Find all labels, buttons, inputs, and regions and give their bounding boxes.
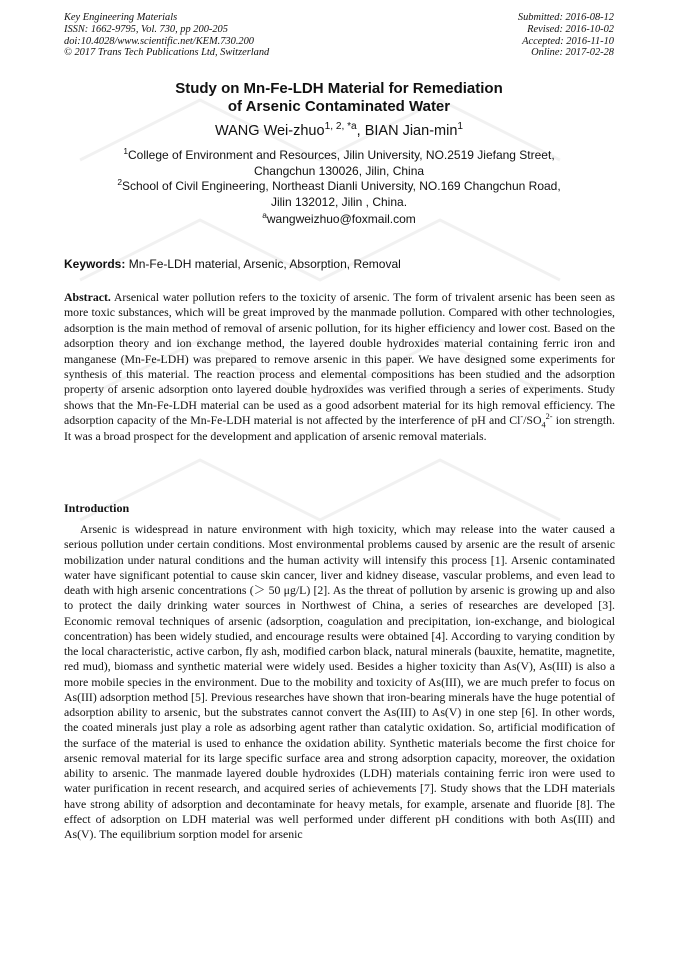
contact-email bbox=[0, 212, 678, 226]
keywords bbox=[64, 257, 624, 271]
submission-dates bbox=[518, 12, 614, 59]
affiliation-mark: 2 bbox=[117, 177, 122, 188]
abstract bbox=[64, 290, 615, 444]
affiliation-1-cont: Changchun 130026, Jilin, China bbox=[253, 163, 425, 178]
journal-name: Key Engineering Materials bbox=[64, 12, 178, 23]
abstract-text: Arsenical water pollution refers to the toxicity of arsenic. The form of trivalent arsenic has been seen as more toxic substances, which will be great improved by the manmade pollution. Compared with other technologies, adsorption is the main method of removal of arsenic pollution, for its higher efficiency and lower cost. Based on the adsorption theory and ion exchange method, the layered double hydroxides material containing ferric iron and manganese (Mn-Fe-LDH) was prepared to remove arsenic in this paper. We have designed some experiments for synthesis of this material. The reaction process and elemental compositions has been studied and the adsorption property of arsenic adsorption onto layered double hydroxides was verified through a series of experiments. Study shows that the Mn-Fe-LDH material can be used as a good adsorbent material for its high removal efficiency. The adsorption capacity of the Mn-Fe-LDH material is not affected by the interference of pH and Cl bbox=[64, 290, 615, 428]
chloride-charge: - bbox=[520, 412, 524, 422]
author-separator: , bbox=[356, 123, 365, 139]
submitted-date: Submitted: 2016-08-12 bbox=[517, 12, 614, 23]
affiliation-2 bbox=[60, 179, 618, 195]
revised-date: Revised: 2016-10-02 bbox=[527, 23, 614, 35]
affiliation-mark: 1 bbox=[123, 146, 128, 156]
email-address[interactable]: wangweizhuo@foxmail.com bbox=[266, 212, 416, 226]
abstract-label: Abstract. bbox=[64, 290, 111, 304]
doi[interactable]: doi:10.4028/www.scientific.net/KEM.730.200 bbox=[64, 35, 254, 47]
author-affiliation-mark: 1, 2, *a bbox=[324, 121, 357, 133]
affiliation-2-cont: Jilin 132012, Jilin , China. bbox=[270, 194, 408, 209]
email-mark: a bbox=[262, 210, 267, 220]
author-list bbox=[0, 122, 678, 140]
abstract-text: ion strength. It was a broad prospect for the development and application of arsenic removal materials. bbox=[64, 413, 615, 443]
accepted-date: Accepted: 2016-11-10 bbox=[522, 35, 614, 47]
author-affiliation-mark: 1 bbox=[457, 121, 464, 133]
title-line-1: Study on Mn-Fe-LDH Material for Remediation bbox=[175, 80, 503, 97]
abstract-text: /SO bbox=[523, 413, 542, 428]
affiliation-text: College of Environment and Resources, Jilin University, NO.2519 Jiefang Street, bbox=[128, 148, 555, 162]
online-date: Online: 2017-02-28 bbox=[531, 47, 614, 59]
section-heading-introduction: Introduction bbox=[64, 501, 130, 515]
introduction-paragraph: Arsenic is widespread in nature environment with high toxicity, which may release into the water caused a serious pollution under certain conditions. Most environmental problems caused by arsenic are the result of arsenic mobilization under natural conditions and the human activity will intensify this process [1]. Arsenic contaminated water have significant potential to cause skin cancer, liver and kidney disease, vascular problems, and even lead to death with high arsenic concentrations (＞ 50 μg/L) [2]. As the threat of pollution by arsenic is growing up and also to protect the daily drinking water sources in Northwest of China, a series of researches are developed [3]. Economic removal techniques of arsenic (adsorption, coagulation and precipitation, ion-exchange, and biological concentration) has been widely studied, and encourage results were obtained [4]. According to varying condition by the local characteristic, active carbon, fly ash, modified carbon black, natural minerals (bauxite, hematite, magnetite, red mud), biomass and synthetic material were widely used. Besides a higher toxicity than As(V), As(III) is also a more mobile species in the environment. Due to the mobility and toxicity of As(III), we are much prefer to focus on As(III) adsorption method [5]. Previous researches have shown that iron-bearing minerals have the huge potential of adsorption ability to arsenic, but the substrates cannot convert the As(III) to As(V) in one step [6]. In other words, the coated minerals just play a role as adsorbing agent rather than catalytic oxidation. So, artificial modification of the surface of the material is used to enhance the oxidation ability. Synthetic materials become the first choice for arsenic removal material for its large specific surface area and strong adsorption capacity, moreover, the oxidation ability to arsenic. The manmade layered double hydroxides (LDH) materials containing ferric iron were used to water purification in recent research, and acquired series of achievements [7]. Study shows that the LDH materials have strong ability of adsorption and decontaminate for heavy metals, for example, arsenate and fluoride [8]. The effect of adsorption on LDH material was well performed under different pH conditions with both As(III) and As(V). The equilibrium sorption model for arsenic bbox=[64, 522, 615, 841]
affiliations bbox=[60, 148, 618, 210]
keywords-label: Keywords: bbox=[64, 257, 126, 271]
issn-volume: ISSN: 1662-9795, Vol. 730, pp 200-205 bbox=[64, 23, 228, 35]
affiliation-1 bbox=[60, 148, 618, 164]
author-name: BIAN Jian-min bbox=[364, 123, 458, 139]
copyright: © 2017 Trans Tech Publications Ltd, Switzerland bbox=[64, 47, 270, 59]
title-line-2: of Arsenic Contaminated Water bbox=[227, 98, 451, 115]
author-name: WANG Wei-zhuo bbox=[214, 123, 325, 139]
journal-info bbox=[64, 12, 269, 59]
sulfate-subscript: 4 bbox=[541, 420, 546, 430]
paper-title bbox=[0, 80, 678, 116]
keywords-text: Mn-Fe-LDH material, Arsenic, Absorption, Removal bbox=[125, 257, 401, 271]
sulfate-charge: 2- bbox=[545, 412, 553, 422]
affiliation-text: School of Civil Engineering, Northeast Dianli University, NO.169 Changchun Road, bbox=[122, 179, 561, 194]
